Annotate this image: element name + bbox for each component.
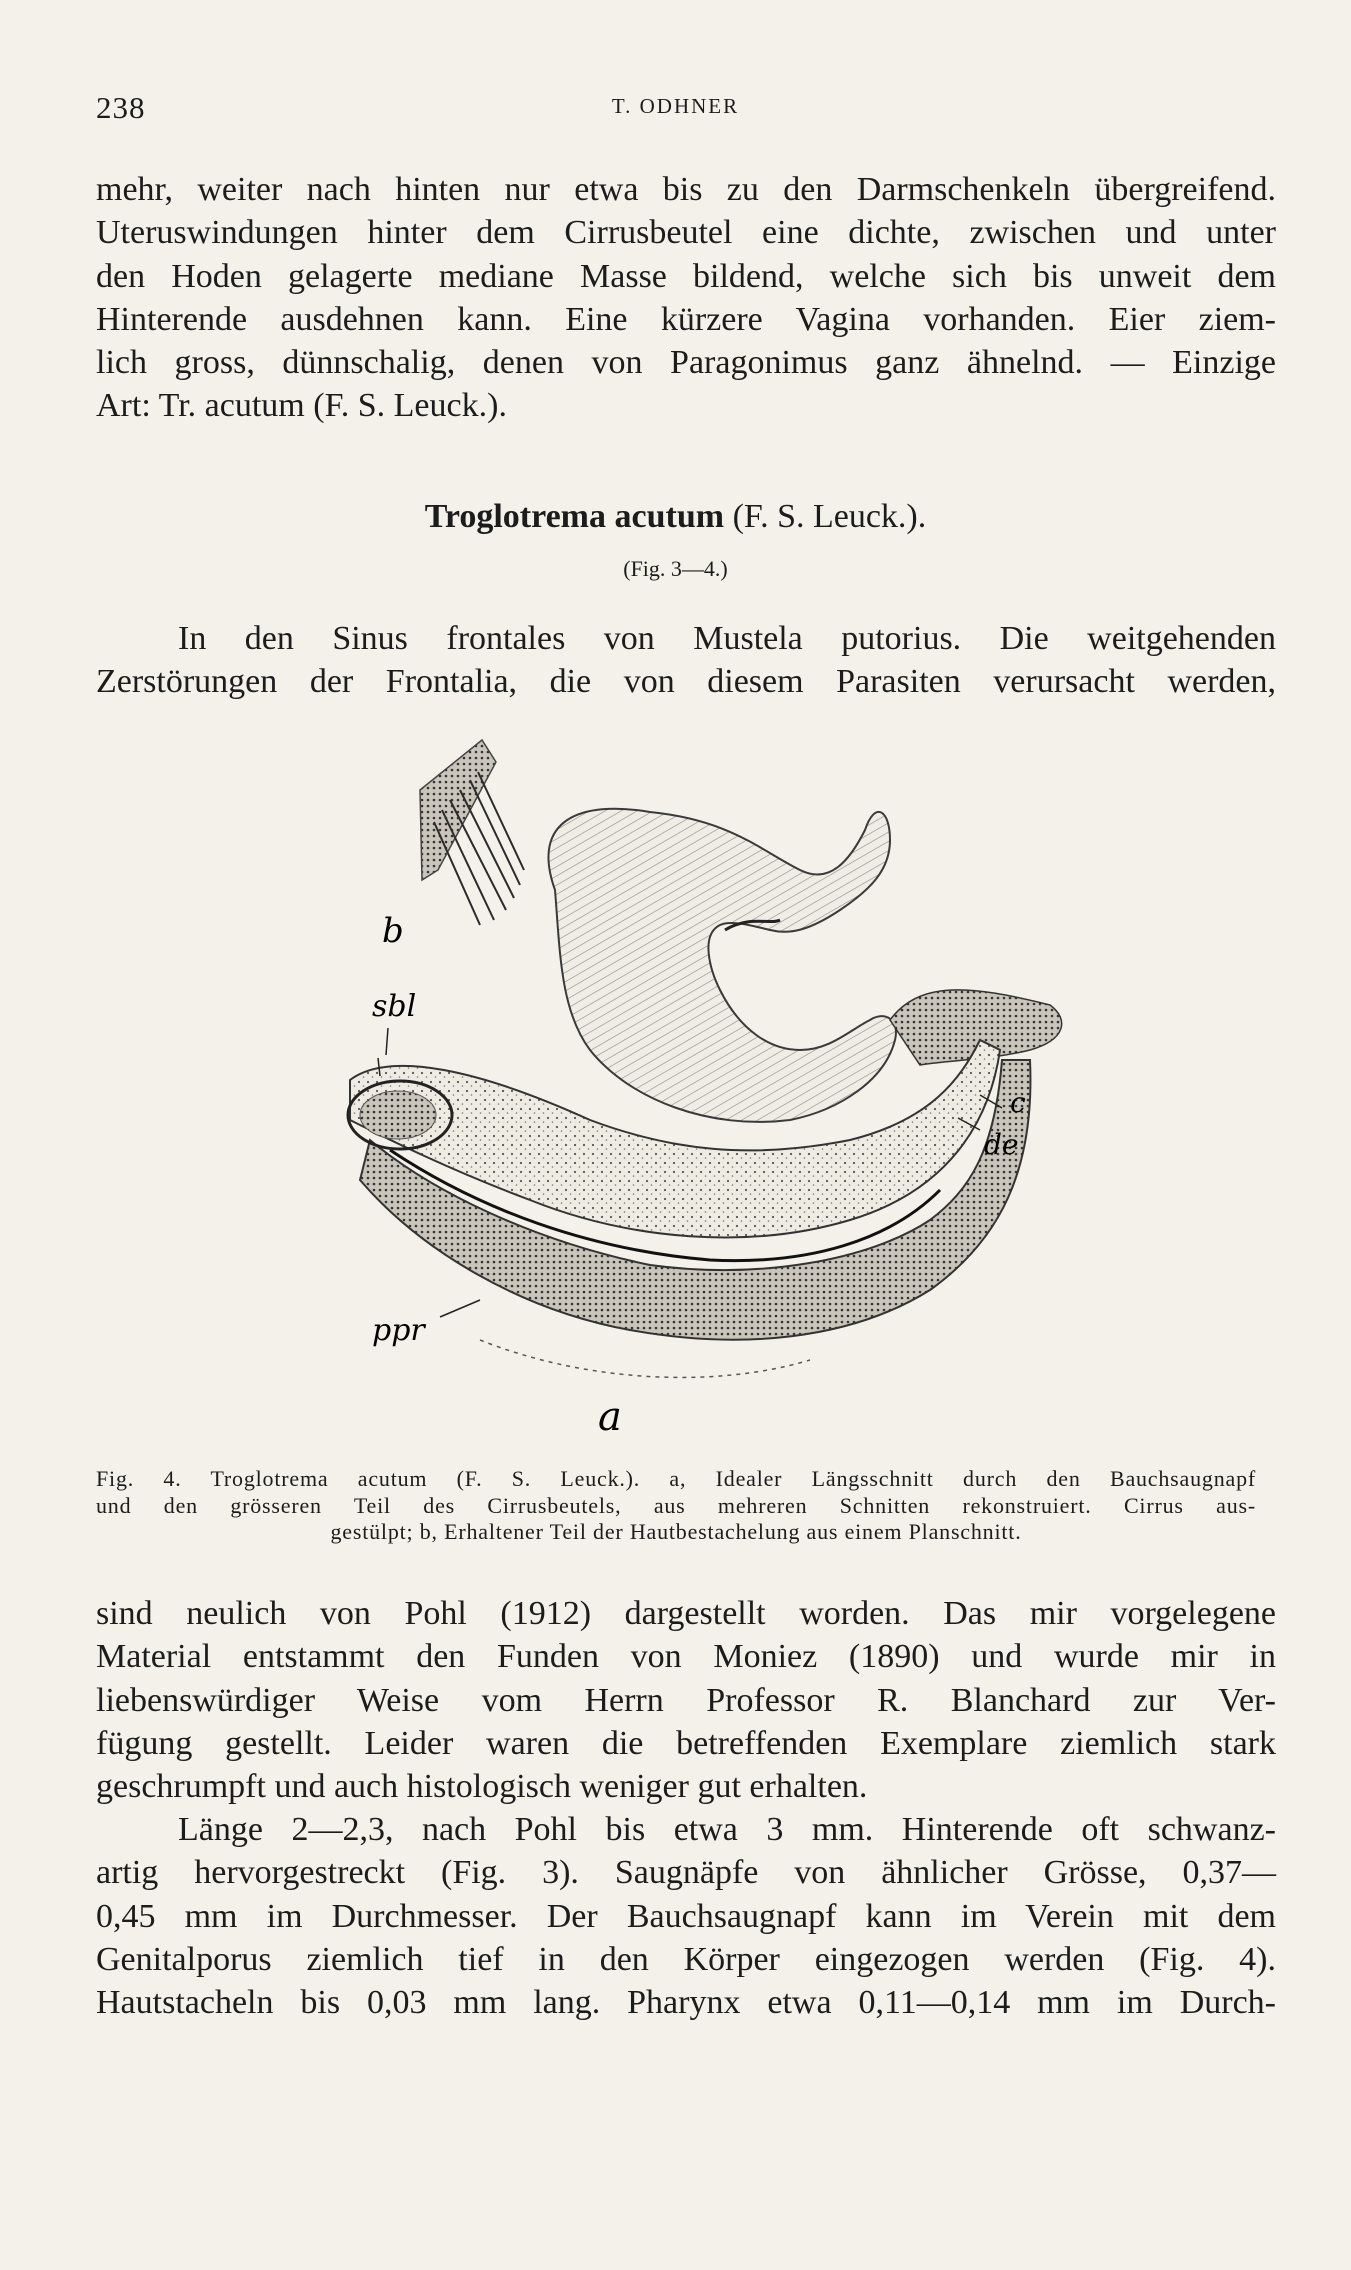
text-line: lich gross, dünnschalig, denen von Paragonimus ganz ähnelnd. — Einzige	[96, 344, 1276, 382]
text-line: geschrumpft und auch histologisch weniger gut erhalten.	[96, 1768, 868, 1806]
figure-caption	[96, 1466, 1256, 1546]
seminal-vesicle-sbl	[348, 1081, 452, 1149]
text-line: Material entstammt den Funden von Moniez (1890) und wurde mir in	[96, 1638, 1276, 1676]
top-paragraph	[96, 168, 1276, 428]
label-sbl: sbl	[372, 989, 417, 1024]
label-a: a	[598, 1394, 622, 1440]
text-line: sind neulich von Pohl (1912) dargestellt worden. Das mir vorgelegene	[96, 1595, 1276, 1632]
figure-reference: (Fig. 3—4.)	[623, 556, 728, 581]
body-paragraph-1	[96, 1592, 1276, 1808]
ventral-sucker-section	[548, 809, 896, 1122]
caption-line: Fig. 4. Troglotrema acutum (F. S. Leuck.). a, Idealer Längsschnitt durch den Bauchsaugnapf	[96, 1466, 1256, 1491]
text-line: 0,45 mm im Durchmesser. Der Bauchsaugnapf kann im Verein mit dem	[96, 1897, 1276, 1935]
text-line: liebenswürdiger Weise vom Herrn Professor R. Blanchard zur Ver-	[96, 1681, 1276, 1719]
label-c: c	[1010, 1086, 1026, 1119]
label-b: b	[382, 911, 404, 951]
label-de: de	[984, 1128, 1019, 1161]
fragment-b-skin-spines	[420, 740, 524, 925]
caption-line: gestülpt; b, Erhaltener Teil der Hautbestachelung aus einem Planschnitt.	[330, 1519, 1022, 1544]
text-line: Art: Tr. acutum (F. S. Leuck.).	[96, 387, 507, 425]
page-number: 238	[96, 90, 146, 125]
caption-line: und den grösseren Teil des Cirrusbeutels, aus mehreren Schnitten rekonstruiert. Cirrus aus-	[96, 1492, 1256, 1518]
label-ppr: ppr	[372, 1313, 425, 1348]
text-line: artig hervorgestreckt (Fig. 3). Saugnäpfe von ähnlicher Grösse, 0,37—	[96, 1854, 1276, 1892]
section-heading	[0, 498, 1351, 536]
text-line: Hautstacheln bis 0,03 mm lang. Pharynx etwa 0,11—0,14 mm im Durch-	[96, 1984, 1276, 2022]
text-line: In den Sinus frontales von Mustela putorius. Die weitgehenden	[178, 620, 1276, 657]
intro-paragraph	[96, 617, 1276, 704]
text-line: Länge 2—2,3, nach Pohl bis etwa 3 mm. Hinterende oft schwanz-	[178, 1811, 1276, 1848]
figure-4-illustration	[330, 720, 1080, 1440]
species-authority: (F. S. Leuck.).	[732, 498, 927, 535]
page-header	[96, 90, 1255, 130]
text-line: Uteruswindungen hinter dem Cirrusbeutel eine dichte, zwischen und unter	[96, 214, 1276, 252]
body-paragraph-2	[96, 1808, 1276, 2024]
text-line: Genitalporus ziemlich tief in den Körper eingezogen werden (Fig. 4).	[96, 1940, 1276, 1978]
text-line: den Hoden gelagerte mediane Masse bildend, welche sich bis unweit dem	[96, 257, 1276, 295]
species-title: Troglotrema acutum	[424, 498, 725, 535]
text-line: fügung gestellt. Leider waren die betreffenden Exemplare ziemlich stark	[96, 1724, 1276, 1762]
sucker-section-drawing	[330, 720, 1080, 1440]
text-line: mehr, weiter nach hinten nur etwa bis zu den Darmschenkeln übergreifend.	[96, 171, 1276, 208]
text-line: Hinterende ausdehnen kann. Eine kürzere Vagina vorhanden. Eier ziem-	[96, 300, 1276, 338]
running-head: T. ODHNER	[611, 94, 740, 118]
text-line: Zerstörungen der Frontalia, die von diesem Parasiten verursacht werden,	[96, 663, 1276, 701]
